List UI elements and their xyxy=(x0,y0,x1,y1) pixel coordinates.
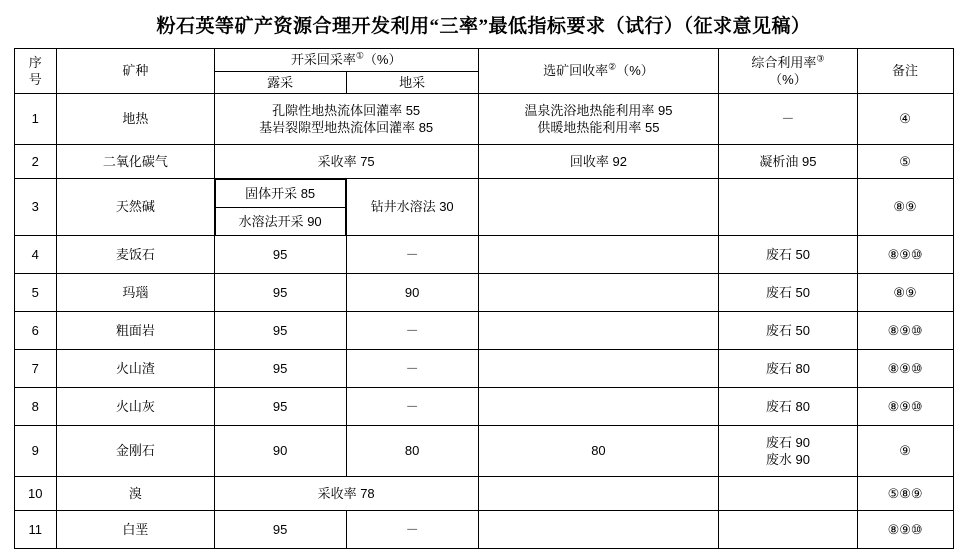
header-seq-line2: 号 xyxy=(28,72,42,88)
table-row xyxy=(14,350,953,388)
table-row xyxy=(14,511,953,549)
cell-comprehensive: 废石 80 xyxy=(719,388,857,426)
cell-seq: 6 xyxy=(14,312,57,350)
cell-open-pit: 95 xyxy=(214,350,346,388)
cell-kind: 玛瑙 xyxy=(57,274,215,312)
cell-comprehensive: 废石 50 xyxy=(719,236,857,274)
table-row xyxy=(14,388,953,426)
cell-dressing-recovery xyxy=(478,94,719,145)
cell-mining-recovery-merged xyxy=(214,94,478,145)
cell-note: ⑧⑨⑩ xyxy=(857,388,953,426)
cell-kind: 二氧化碳气 xyxy=(57,145,215,179)
cell-dressing-recovery xyxy=(478,312,719,350)
cell-underground: 90 xyxy=(346,274,478,312)
cell-dressing-recovery xyxy=(478,477,719,511)
cell-kind: 火山灰 xyxy=(57,388,215,426)
header-comprehensive-utilization xyxy=(719,49,857,94)
cell-kind: 金刚石 xyxy=(57,426,215,477)
cell-underground: － xyxy=(346,236,478,274)
header-row-1 xyxy=(14,49,953,72)
cell-open-pit-split xyxy=(214,179,346,236)
header-mining-recovery-label: 开采回采率 xyxy=(290,52,356,67)
cell-dressing-recovery xyxy=(478,511,719,549)
cell-seq: 7 xyxy=(14,350,57,388)
cell-comprehensive-line-1: 废石 90 xyxy=(765,434,810,450)
header-dressing-recovery-mark: ② xyxy=(608,61,617,72)
cell-comprehensive: 凝析油 95 xyxy=(719,145,857,179)
cell-note: ⑤ xyxy=(857,145,953,179)
cell-underground: － xyxy=(346,388,478,426)
cell-comprehensive xyxy=(719,426,857,477)
cell-open-pit-solution: 水溶法开采 90 xyxy=(215,208,345,236)
cell-seq: 4 xyxy=(14,236,57,274)
cell-note: ⑧⑨⑩ xyxy=(857,312,953,350)
header-mining-recovery xyxy=(214,49,478,72)
cell-seq: 5 xyxy=(14,274,57,312)
table-row xyxy=(14,426,953,477)
cell-comprehensive: 废石 80 xyxy=(719,350,857,388)
cell-note: ⑨ xyxy=(857,426,953,477)
cell-dressing-recovery xyxy=(478,179,719,236)
cell-seq: 8 xyxy=(14,388,57,426)
header-comprehensive-unit: （%） xyxy=(769,72,807,88)
cell-open-pit: 95 xyxy=(214,511,346,549)
cell-dressing-recovery xyxy=(478,274,719,312)
header-comprehensive-mark: ③ xyxy=(816,53,825,64)
cell-comprehensive xyxy=(719,477,857,511)
table-body xyxy=(14,94,953,549)
table-row xyxy=(14,145,953,179)
cell-open-pit: 90 xyxy=(214,426,346,477)
header-comprehensive-label: 综合利用率 xyxy=(751,54,817,70)
header-dressing-recovery-label: 选矿回收率 xyxy=(543,63,609,79)
cell-seq: 3 xyxy=(14,179,57,236)
cell-kind: 溴 xyxy=(57,477,215,511)
table-row xyxy=(14,477,953,511)
cell-underground: 80 xyxy=(346,426,478,477)
cell-seq: 9 xyxy=(14,426,57,477)
cell-underground: － xyxy=(346,511,478,549)
header-mining-recovery-unit: （%） xyxy=(363,52,402,67)
cell-seq: 1 xyxy=(14,94,57,145)
page-title: 粉石英等矿产资源合理开发利用“三率”最低指标要求（试行）（征求意见稿） xyxy=(156,16,811,37)
header-dressing-recovery xyxy=(478,49,719,94)
cell-note: ⑧⑨ xyxy=(857,179,953,236)
table-row xyxy=(14,312,953,350)
cell-dressing-recovery xyxy=(478,236,719,274)
cell-note: ⑧⑨ xyxy=(857,274,953,312)
cell-comprehensive: 废石 50 xyxy=(719,274,857,312)
header-dressing-recovery-unit: （%） xyxy=(616,63,654,79)
cell-open-pit: 95 xyxy=(214,388,346,426)
cell-comprehensive xyxy=(719,511,857,549)
three-rate-index-table xyxy=(14,48,954,549)
cell-dressing-recovery: 回收率 92 xyxy=(478,145,719,179)
cell-kind: 地热 xyxy=(57,94,215,145)
table-row xyxy=(14,274,953,312)
cell-kind: 天然碱 xyxy=(57,179,215,236)
cell-open-pit: 95 xyxy=(214,274,346,312)
cell-kind: 粗面岩 xyxy=(57,312,215,350)
cell-comprehensive: － xyxy=(719,94,857,145)
cell-dressing-line-2: 供暖地热能利用率 55 xyxy=(537,120,660,136)
table-row xyxy=(14,179,953,236)
cell-kind: 麦饭石 xyxy=(57,236,215,274)
cell-dressing-recovery xyxy=(478,388,719,426)
cell-note: ⑧⑨⑩ xyxy=(857,236,953,274)
cell-comprehensive xyxy=(719,179,857,236)
cell-underground: 钻井水溶法 30 xyxy=(346,179,478,236)
cell-comprehensive: 废石 50 xyxy=(719,312,857,350)
header-underground: 地采 xyxy=(346,71,478,94)
cell-mining-recovery-merged: 采收率 78 xyxy=(214,477,478,511)
cell-underground: － xyxy=(346,350,478,388)
cell-underground: － xyxy=(346,312,478,350)
cell-dressing-line-1: 温泉洗浴地热能利用率 95 xyxy=(524,102,673,118)
table-head xyxy=(14,49,953,94)
cell-dressing-recovery: 80 xyxy=(478,426,719,477)
cell-seq: 11 xyxy=(14,511,57,549)
cell-comprehensive-line-2: 废水 90 xyxy=(765,452,810,468)
cell-mining-recovery-merged: 采收率 75 xyxy=(214,145,478,179)
cell-mining-line-1: 孔隙性地热流体回灌率 55 xyxy=(272,102,421,118)
cell-seq: 10 xyxy=(14,477,57,511)
header-mineral-kind: 矿种 xyxy=(57,49,215,94)
cell-open-pit: 95 xyxy=(214,236,346,274)
cell-dressing-recovery xyxy=(478,350,719,388)
header-mining-recovery-mark: ① xyxy=(355,50,364,61)
cell-open-pit-solid: 固体开采 85 xyxy=(215,180,345,208)
cell-note: ④ xyxy=(857,94,953,145)
header-open-pit: 露采 xyxy=(214,71,346,94)
cell-note: ⑧⑨⑩ xyxy=(857,350,953,388)
cell-kind: 火山渣 xyxy=(57,350,215,388)
cell-open-pit: 95 xyxy=(214,312,346,350)
cell-note: ⑤⑧⑨ xyxy=(857,477,953,511)
cell-seq: 2 xyxy=(14,145,57,179)
header-seq-line1: 序 xyxy=(28,54,42,70)
table-row xyxy=(14,236,953,274)
cell-note: ⑧⑨⑩ xyxy=(857,511,953,549)
cell-mining-line-2: 基岩裂隙型地热流体回灌率 85 xyxy=(259,120,434,136)
header-note: 备注 xyxy=(857,49,953,94)
table-row xyxy=(14,94,953,145)
header-seq xyxy=(14,49,57,94)
cell-kind: 白垩 xyxy=(57,511,215,549)
